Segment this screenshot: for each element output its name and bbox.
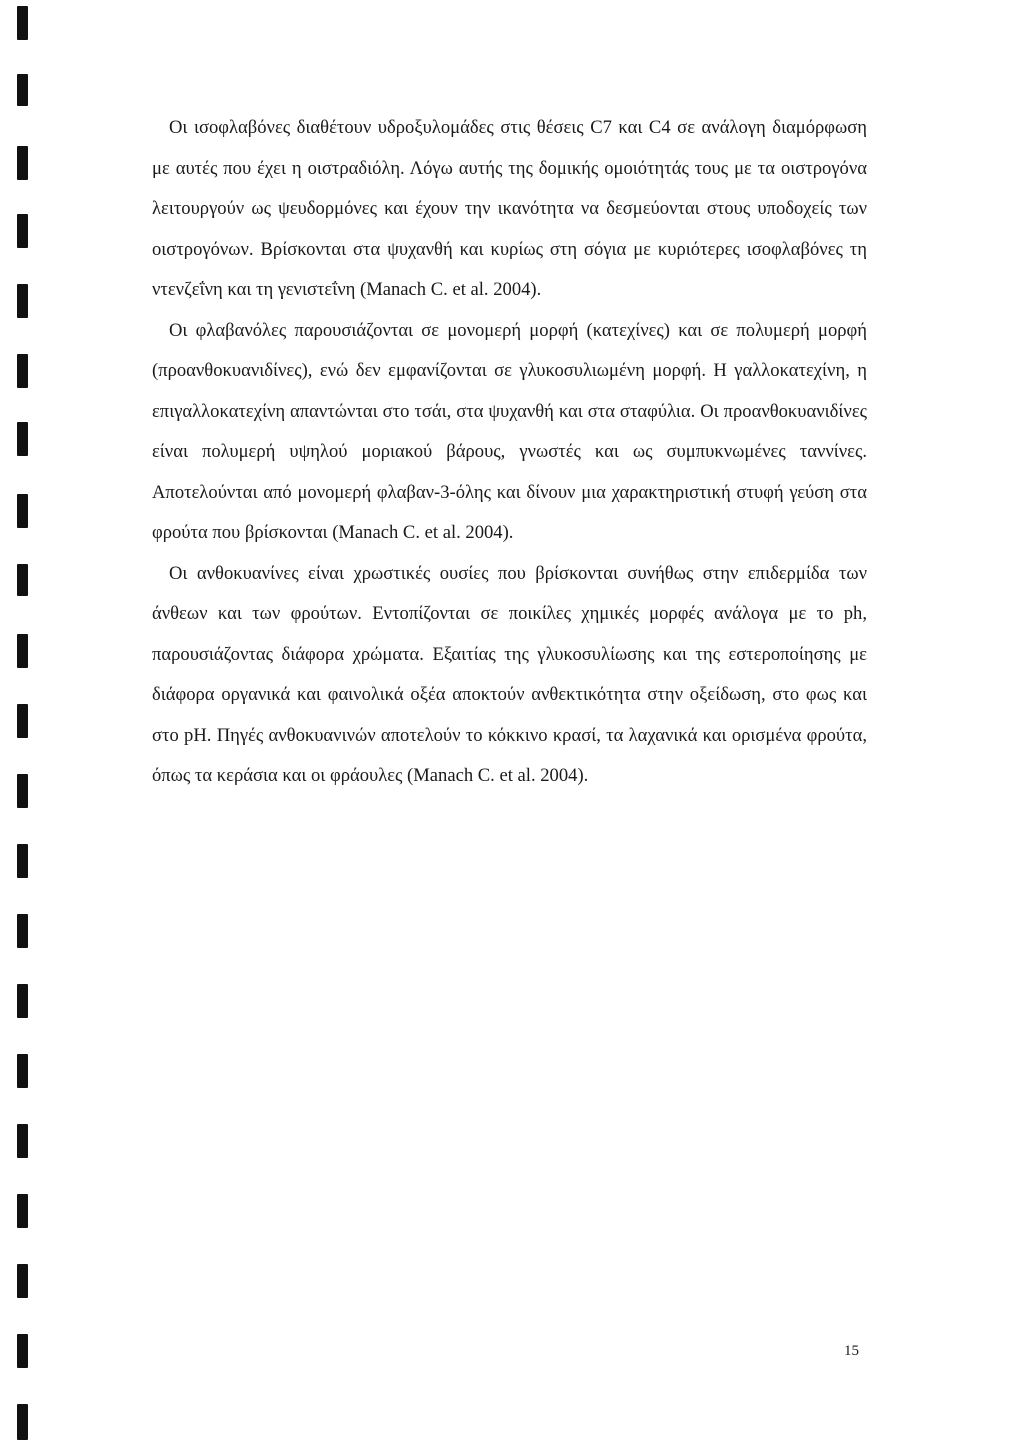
binding-mark (17, 284, 28, 318)
binding-mark (17, 704, 28, 738)
binding-mark (17, 354, 28, 388)
binding-mark (17, 1334, 28, 1368)
binding-mark (17, 422, 28, 456)
binding-mark (17, 1124, 28, 1158)
binding-mark (17, 1194, 28, 1228)
binding-mark (17, 1404, 28, 1440)
document-body (152, 108, 867, 797)
binding-mark (17, 1054, 28, 1088)
binding-mark (17, 74, 28, 106)
paragraph-isoflavones: Οι ισοφλαβόνες διαθέτουν υδροξυλομάδες στις θέσεις C7 και C4 σε ανάλογη διαμόρφωση με αυτές που έχει η οιστραδιόλη. Λόγω αυτής της δομικής ομοιότητάς τους με τα οιστρογόνα λειτουργούν ως ψευδορμόνες και έχουν την ικανότητα να δεσμεύονται στους υποδοχείς των οιστρογόνων. Βρίσκονται στα ψυχανθή και κυρίως στη σόγια με κυριότερες ισοφλαβόνες τη ντενζεΐνη και τη γενιστεΐνη (Manach C. et al. 2004). (152, 117, 867, 300)
binding-mark (17, 494, 28, 528)
binding-mark (17, 564, 28, 596)
scan-binding-marks (0, 0, 60, 1449)
binding-mark (17, 914, 28, 948)
binding-mark (17, 844, 28, 878)
paragraph-anthocyanins: Οι ανθοκυανίνες είναι χρωστικές ουσίες που βρίσκονται συνήθως στην επιδερμίδα των άνθεων και των φρούτων. Εντοπίζονται σε ποικίλες χημικές μορφές ανάλογα με το ph, παρουσιάζοντας διάφορα χρώματα. Εξαιτίας της γλυκοσυλίωσης και της εστεροποίησης με διάφορα οργανικά και φαινολικά οξέα αποκτούν ανθεκτικότητα στην οξείδωση, στο φως και στο pH. Πηγές ανθοκυανινών αποτελούν το κόκκινο κρασί, τα λαχανικά και ορισμένα φρούτα, όπως τα κεράσια και οι φράουλες (Manach C. et al. 2004). (152, 562, 867, 786)
binding-mark (17, 774, 28, 808)
page-number: 15 (844, 1343, 859, 1359)
binding-mark (17, 146, 28, 180)
binding-mark (17, 984, 28, 1018)
binding-mark (17, 6, 28, 40)
binding-mark (17, 1264, 28, 1298)
paragraph-flavanols: Οι φλαβανόλες παρουσιάζονται σε μονομερή μορφή (κατεχίνες) και σε πολυμερή μορφή (προανθοκυανιδίνες), ενώ δεν εμφανίζονται σε γλυκοσυλιωμένη μορφή. Η γαλλοκατεχίνη, η επιγαλλοκατεχίνη απαντώνται στο τσάι, στα ψυχανθή και στα σταφύλια. Οι προανθοκυανιδίνες είναι πολυμερή υψηλού μοριακού βάρους, γνωστές και ως συμπυκνωμένες ταννίνες. Αποτελούνται από μονομερή φλαβαν-3-όλης και δίνουν μια χαρακτηριστική στυφή γεύση στα φρούτα που βρίσκονται (Manach C. et al. 2004). (152, 319, 867, 543)
binding-mark (17, 634, 28, 668)
binding-mark (17, 214, 28, 248)
